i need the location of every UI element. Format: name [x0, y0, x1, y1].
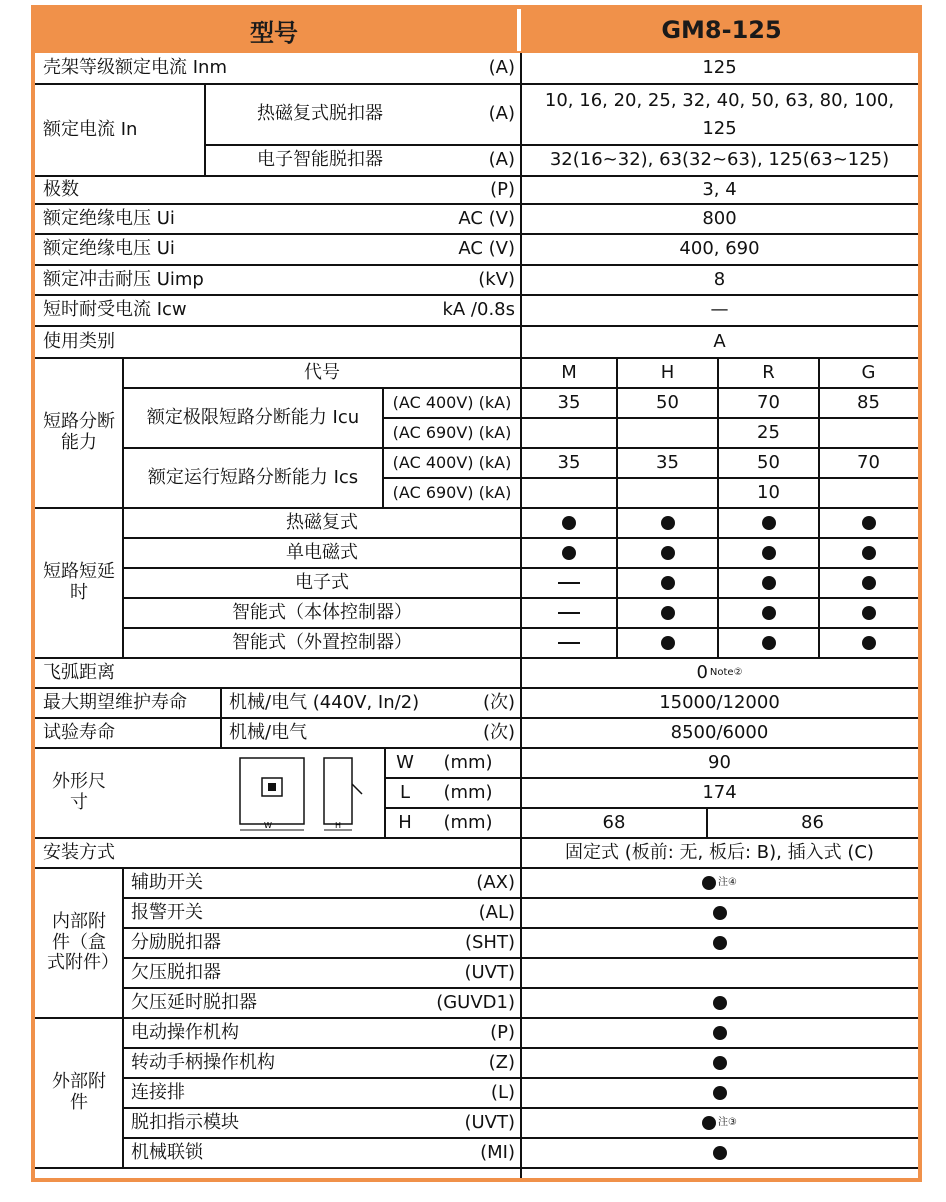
breaking-unit: (AC 690V) (kA) — [392, 422, 512, 442]
dim-w-value: 90 — [708, 751, 731, 773]
internal-accessory-item-label: 分励脱扣器 — [131, 931, 221, 953]
breaking-group-label: 短路分断能力 — [43, 411, 115, 453]
impulse-voltage-value: 8 — [713, 268, 726, 290]
code-H: H — [660, 361, 675, 383]
filled-dot-icon — [661, 516, 675, 530]
spec-table-cells — [35, 53, 918, 1178]
delay-mark — [718, 568, 819, 598]
life-test-unit: (次) — [482, 721, 515, 743]
delay-mark — [718, 628, 819, 658]
internal-accessory-item-label: 欠压脱扣器 — [131, 961, 221, 983]
filled-dot-icon — [702, 876, 716, 890]
breaking-value-icu_690-2: 25 — [757, 421, 780, 443]
short-time-current-unit: kA /0.8s — [442, 299, 515, 321]
internal-accessory-item-code: (AX) — [476, 871, 515, 893]
filled-dot-icon — [713, 996, 727, 1010]
delay-item-label: 单电磁式 — [286, 541, 358, 563]
delay-mark — [617, 538, 718, 568]
category-value: A — [713, 330, 726, 352]
spec-table-frame — [31, 5, 922, 1182]
ics-label: 额定运行短路分断能力 Ics — [147, 466, 359, 488]
external-accessory-item-label: 电动操作机构 — [131, 1021, 239, 1043]
code-M: M — [561, 361, 577, 383]
delay-mark — [819, 598, 918, 628]
internal-accessory-item-mark — [521, 868, 918, 898]
delay-mark — [819, 508, 918, 538]
filled-dot-icon — [762, 576, 776, 590]
delay-item-label: 智能式（本体控制器） — [232, 601, 412, 623]
insulation-voltage-2-value: 400, 690 — [679, 238, 760, 260]
filled-dot-icon — [713, 1056, 727, 1070]
dim-l-unit: (mm) — [443, 781, 493, 803]
life-test-value: 8500/6000 — [670, 721, 769, 743]
internal-accessory-item-mark — [521, 928, 918, 958]
breaking-unit: (AC 400V) (kA) — [392, 392, 512, 412]
life-max-label: 最大期望维护寿命 — [43, 691, 187, 713]
dimensions-label: 外形尺寸 — [52, 771, 106, 813]
internal-accessory-item-mark — [521, 988, 918, 1018]
filled-dot-icon — [862, 636, 876, 650]
breaking-value-ics_400-2: 50 — [757, 451, 780, 473]
internal-accessory-item-code: (SHT) — [464, 931, 515, 953]
filled-dot-icon — [562, 546, 576, 560]
mounting-label: 安装方式 — [43, 841, 115, 863]
footnote-mark: 注③ — [718, 1117, 737, 1129]
internal-accessory-item-code: (AL) — [478, 901, 515, 923]
dim-h-label: H — [398, 811, 412, 833]
delay-mark — [819, 568, 918, 598]
breaking-value-icu_400-1: 50 — [656, 391, 679, 413]
filled-dot-icon — [713, 1146, 727, 1160]
external-accessory-item-mark — [521, 1078, 918, 1108]
dash-icon — [558, 582, 580, 584]
spec-table-body — [35, 53, 918, 1178]
dim-h2-value: 86 — [801, 811, 824, 833]
delay-mark — [718, 538, 819, 568]
external-accessory-item-label: 脱扣指示模块 — [131, 1111, 239, 1133]
external-accessory-item-code: (P) — [490, 1021, 515, 1043]
delay-item-label: 电子式 — [295, 571, 349, 593]
footnote-mark: Note② — [709, 667, 743, 679]
insulation-voltage-1-unit: AC (V) — [458, 207, 515, 229]
electronic-trip-label: 电子智能脱扣器 — [257, 149, 383, 171]
internal-accessory-item-label: 辅助开关 — [131, 871, 203, 893]
icu-label: 额定极限短路分断能力 Icu — [146, 406, 360, 428]
thermal-trip-value: 10, 16, 20, 25, 32, 40, 50, 63, 80, 100, 125 — [544, 89, 895, 139]
breaking-value-icu_400-3: 85 — [857, 391, 880, 413]
delay-mark — [718, 508, 819, 538]
life-max-value: 15000/12000 — [659, 691, 780, 713]
dim-w-unit: (mm) — [443, 751, 493, 773]
dim-h-unit: (mm) — [443, 811, 493, 833]
delay-mark — [521, 598, 617, 628]
internal-accessory-item-code: (GUVD1) — [436, 991, 515, 1013]
breaker-outline-icon — [228, 752, 378, 834]
delay-mark — [819, 628, 918, 658]
short-time-current-label: 短时耐受电流 Icw — [43, 299, 187, 321]
filled-dot-icon — [862, 516, 876, 530]
impulse-voltage-unit: (kV) — [478, 268, 515, 290]
breaking-unit: (AC 400V) (kA) — [392, 452, 512, 472]
delay-item-label: 热磁复式 — [286, 511, 358, 533]
breaking-value-icu_400-0: 35 — [557, 391, 581, 413]
life-max-sub: 机械/电气 (440V, In/2) — [229, 691, 420, 713]
external-accessory-item-code: (UVT) — [464, 1111, 515, 1133]
insulation-voltage-1-value: 800 — [702, 207, 737, 229]
filled-dot-icon — [661, 576, 675, 590]
code-G: G — [861, 361, 876, 383]
life-test-label: 试验寿命 — [43, 721, 115, 743]
short-time-current-value: — — [710, 299, 729, 321]
breaking-unit: (AC 690V) (kA) — [392, 482, 512, 502]
external-accessory-item-mark — [521, 1108, 918, 1138]
external-accessory-item-label: 转动手柄操作机构 — [131, 1051, 275, 1073]
dim-h1-value: 68 — [602, 811, 626, 833]
breaker-outline-figure — [221, 748, 385, 838]
external-accessory-item-label: 机械联锁 — [131, 1141, 203, 1163]
filled-dot-icon — [713, 936, 727, 950]
electronic-trip-value: 32(16~32), 63(32~63), 125(63~125) — [549, 149, 890, 171]
filled-dot-icon — [661, 636, 675, 650]
external-accessory-item-mark — [521, 1138, 918, 1168]
filled-dot-icon — [713, 906, 727, 920]
dim-w-label: W — [396, 751, 414, 773]
filled-dot-icon — [713, 1086, 727, 1100]
arc-value-text: 0 — [696, 661, 708, 683]
external-accessory-item-label: 连接排 — [131, 1081, 185, 1103]
delay-item-label: 智能式（外置控制器） — [232, 631, 412, 653]
breaking-value-icu_400-2: 70 — [757, 391, 780, 413]
dim-l-label: L — [399, 781, 411, 803]
delay-mark — [521, 508, 617, 538]
code-label: 代号 — [304, 361, 340, 383]
poles-unit: (P) — [490, 178, 515, 200]
filled-dot-icon — [661, 606, 675, 620]
filled-dot-icon — [762, 606, 776, 620]
delay-mark — [718, 598, 819, 628]
breaking-value-ics_400-3: 70 — [857, 451, 880, 473]
external-accessory-item-code: (Z) — [488, 1051, 515, 1073]
filled-dot-icon — [862, 606, 876, 620]
breaking-value-ics_400-0: 35 — [557, 451, 581, 473]
delay-mark — [819, 538, 918, 568]
external-accessory-item-code: (L) — [490, 1081, 515, 1103]
delay-mark — [521, 538, 617, 568]
impulse-voltage-label: 额定冲击耐压 Uimp — [43, 268, 204, 290]
svg-text:W: W — [264, 821, 272, 830]
category-label: 使用类别 — [43, 330, 115, 352]
breaking-value-ics_400-1: 35 — [656, 451, 679, 473]
filled-dot-icon — [562, 516, 576, 530]
filled-dot-icon — [702, 1116, 716, 1130]
delay-mark — [521, 568, 617, 598]
footnote-mark: 注④ — [718, 877, 737, 889]
life-max-unit: (次) — [482, 691, 515, 713]
arc-distance-label: 飞弧距离 — [43, 661, 115, 683]
electronic-trip-unit: (A) — [488, 149, 515, 171]
poles-value: 3, 4 — [702, 178, 737, 200]
delay-mark — [617, 598, 718, 628]
dim-l-value: 174 — [702, 781, 737, 803]
dash-icon — [558, 612, 580, 614]
external-accessory-group-label: 外部附件 — [52, 1071, 106, 1113]
thermal-trip-unit: (A) — [488, 103, 515, 125]
internal-accessory-item-label: 欠压延时脱扣器 — [131, 991, 257, 1013]
delay-group-label: 短路短延时 — [43, 561, 115, 603]
insulation-voltage-1-label: 额定绝缘电压 Ui — [43, 207, 175, 229]
insulation-voltage-2-unit: AC (V) — [458, 238, 515, 260]
delay-mark — [617, 508, 718, 538]
frame-current-value: 125 — [702, 57, 737, 79]
poles-label: 极数 — [43, 178, 79, 200]
arc-distance-value — [521, 658, 918, 688]
filled-dot-icon — [762, 516, 776, 530]
code-R: R — [762, 361, 775, 383]
delay-mark — [521, 628, 617, 658]
filled-dot-icon — [862, 546, 876, 560]
life-test-sub: 机械/电气 — [229, 721, 308, 743]
external-accessory-item-code: (MI) — [480, 1141, 515, 1163]
filled-dot-icon — [713, 1026, 727, 1040]
internal-accessory-group-label: 内部附件（盒式附件） — [47, 910, 119, 974]
internal-accessory-item-code: (UVT) — [464, 961, 515, 983]
delay-mark — [617, 568, 718, 598]
filled-dot-icon — [661, 546, 675, 560]
external-accessory-item-mark — [521, 1048, 918, 1078]
internal-accessory-item-label: 报警开关 — [131, 901, 203, 923]
filled-dot-icon — [862, 576, 876, 590]
svg-text:H: H — [334, 821, 342, 830]
external-accessory-item-mark — [521, 1018, 918, 1048]
dash-icon — [558, 642, 580, 644]
thermal-trip-label: 热磁复式脱扣器 — [257, 103, 383, 125]
header-model-label: 型号 — [31, 9, 517, 51]
frame-current-unit: (A) — [488, 57, 515, 79]
breaking-value-ics_690-2: 10 — [757, 481, 780, 503]
filled-dot-icon — [762, 636, 776, 650]
insulation-voltage-2-label: 额定绝缘电压 Ui — [43, 238, 175, 260]
filled-dot-icon — [762, 546, 776, 560]
frame-current-label: 壳架等级额定电流 Inm — [43, 57, 227, 79]
rated-current-label: 额定电流 In — [43, 118, 138, 140]
internal-accessory-item-mark — [521, 898, 918, 928]
header-model-value: GM8-125 — [521, 9, 922, 51]
mounting-value: 固定式 (板前: 无, 板后: B), 插入式 (C) — [565, 841, 874, 863]
delay-mark — [617, 628, 718, 658]
